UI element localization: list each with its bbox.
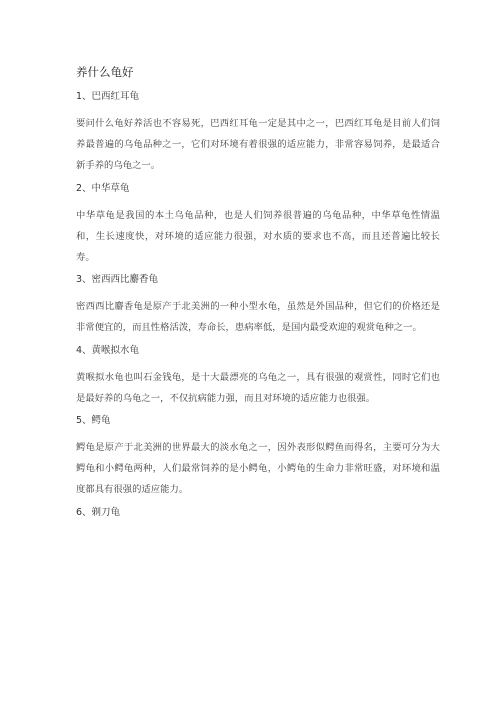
section-4 xyxy=(76,344,440,409)
section-paragraph: 要问什么龟好养活也不容易死，巴西红耳龟一定是其中之一，巴西红耳龟是目前人们饲养最普遍的乌龟品种之一，它们对环境有着很强的适应能力，非常容易饲养，是最适合新手养的乌龟之一。 xyxy=(76,118,440,172)
section-heading: 2、中华草龟 xyxy=(76,182,130,194)
section-heading: 4、黄喉拟水龟 xyxy=(76,344,140,356)
section-heading: 3、密西西比麝香龟 xyxy=(76,274,159,286)
section-1 xyxy=(76,90,440,177)
section-heading: 6、剃刀龟 xyxy=(76,506,121,518)
section-paragraph: 鳄龟是原产于北美洲的世界最大的淡水龟之一，因外表形似鳄鱼而得名，主要可分为大鳄龟和小鳄龟两种，人们最常饲养的是小鳄龟，小鳄龟的生命力非常旺盛，对环境和温度都具有很强的适应能力。 xyxy=(76,442,440,496)
section-heading: 5、鳄龟 xyxy=(76,415,111,427)
document-title: 养什么龟好 xyxy=(76,65,134,79)
section-3 xyxy=(76,273,440,338)
section-6 xyxy=(76,506,440,520)
section-5 xyxy=(76,414,440,501)
section-paragraph: 黄喉拟水龟也叫石金钱龟，是十大最漂亮的乌龟之一，具有很强的观赏性，同时它们也是最好养的乌龟之一，不仅抗病能力强，而且对环境的适应能力也很强。 xyxy=(76,371,440,404)
section-heading: 1、巴西红耳龟 xyxy=(76,91,140,102)
section-paragraph: 中华草龟是我国的本土乌龟品种，也是人们饲养很普遍的乌龟品种，中华草龟性情温和，生长速度快，对环境的适应能力很强，对水质的要求也不高，而且还普遍比较长寿。 xyxy=(76,209,440,264)
section-paragraph: 密西西比麝香龟是原产于北美洲的一种小型水龟，虽然是外国品种，但它们的价格还是非常便宜的，而且性格活泼，寿命长，患病率低，是国内最受欢迎的观赏龟种之一。 xyxy=(76,301,440,334)
section-2 xyxy=(76,182,440,269)
